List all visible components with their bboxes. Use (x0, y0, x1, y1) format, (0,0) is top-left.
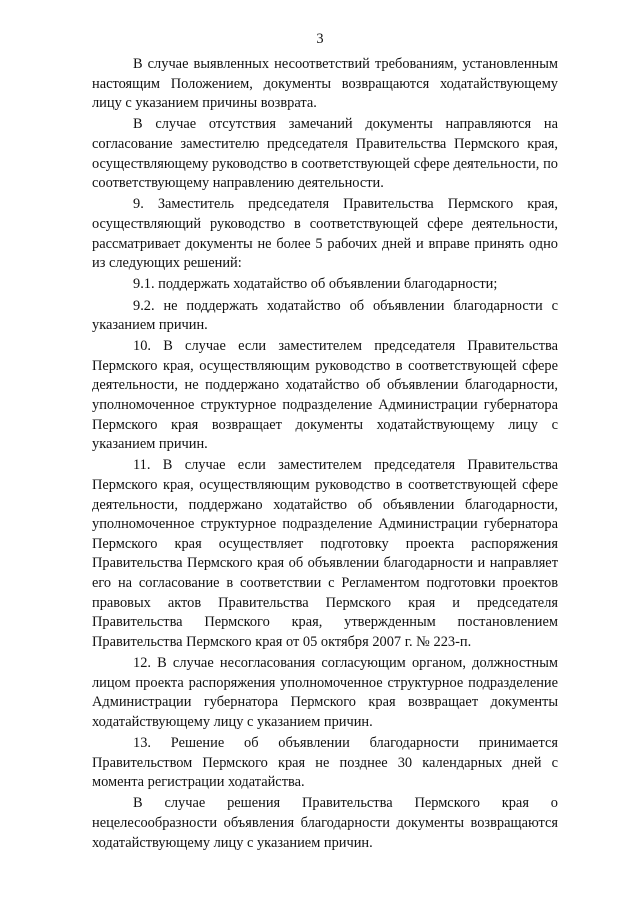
page-number: 3 (316, 31, 324, 47)
paragraph-9: 9. Заместитель председателя Правительства Пермского края, осуществляющий руководство в соответствующей сфере деятельности, рассматривает документы не более 5 рабочих дней и вправе принять одно из следующих решений: (92, 196, 558, 272)
paragraph-send-for-approval: В случае отсутствия замечаний документы направляются на согласование заместителю председателя Правительства Пермского края, осуществляющему руководство в соответствующей сфере деятельности, по соответствующему направлению деятельности. (92, 116, 558, 192)
paragraph-11: 11. В случае если заместителем председателя Правительства Пермского края, осуществляющим руководство в соответствующей сфере деятельности, поддержано ходатайство об объявлении благодарности, уполномоченное структурное подразделение Администрации губернатора Пермского края осуществляет подготовку проекта распоряжения Правительства Пермского края об объявлении благодарности и направляет его на согласование в соответствии с Регламентом подготовки проектов правовых актов Правительства Пермского края и председателя Правительства Пермского края, утвержденным постановлением Правительства Пермского края от 05 октября 2007 г. № 223-п. (92, 457, 558, 650)
document-body (92, 55, 558, 855)
paragraph-9-1: 9.1. поддержать ходатайство об объявлении благодарности; (133, 276, 498, 293)
paragraph-10: 10. В случае если заместителем председателя Правительства Пермского края, осуществляющим руководство в соответствующей сфере деятельности, не поддержано ходатайство об объявлении благодарности, уполномоченное структурное подразделение Администрации губернатора Пермского края возвращает документы ходатайствующему лицу с указанием причин. (92, 338, 558, 453)
paragraph-inexpedient-decision: В случае решения Правительства Пермского края о нецелесообразности объявления благодарности документы возвращаются ходатайствующему лицу с указанием причин. (92, 795, 558, 851)
paragraph-13: 13. Решение об объявлении благодарности принимается Правительством Пермского края не позднее 30 календарных дней с момента регистрации ходатайства. (92, 734, 558, 791)
paragraph-12: 12. В случае несогласования согласующим органом, должностным лицом проекта распоряжения уполномоченное структурное подразделение Администрации губернатора Пермского края возвращает документы ходатайствующему лицу с указанием причин. (92, 654, 558, 730)
paragraph-return-on-mismatch: В случае выявленных несоответствий требованиям, установленным настоящим Положением, документы возвращаются ходатайствующему лицу с указанием причины возврата. (92, 56, 558, 112)
paragraph-9-2: 9.2. не поддержать ходатайство об объявлении благодарности с указанием причин. (92, 297, 558, 334)
